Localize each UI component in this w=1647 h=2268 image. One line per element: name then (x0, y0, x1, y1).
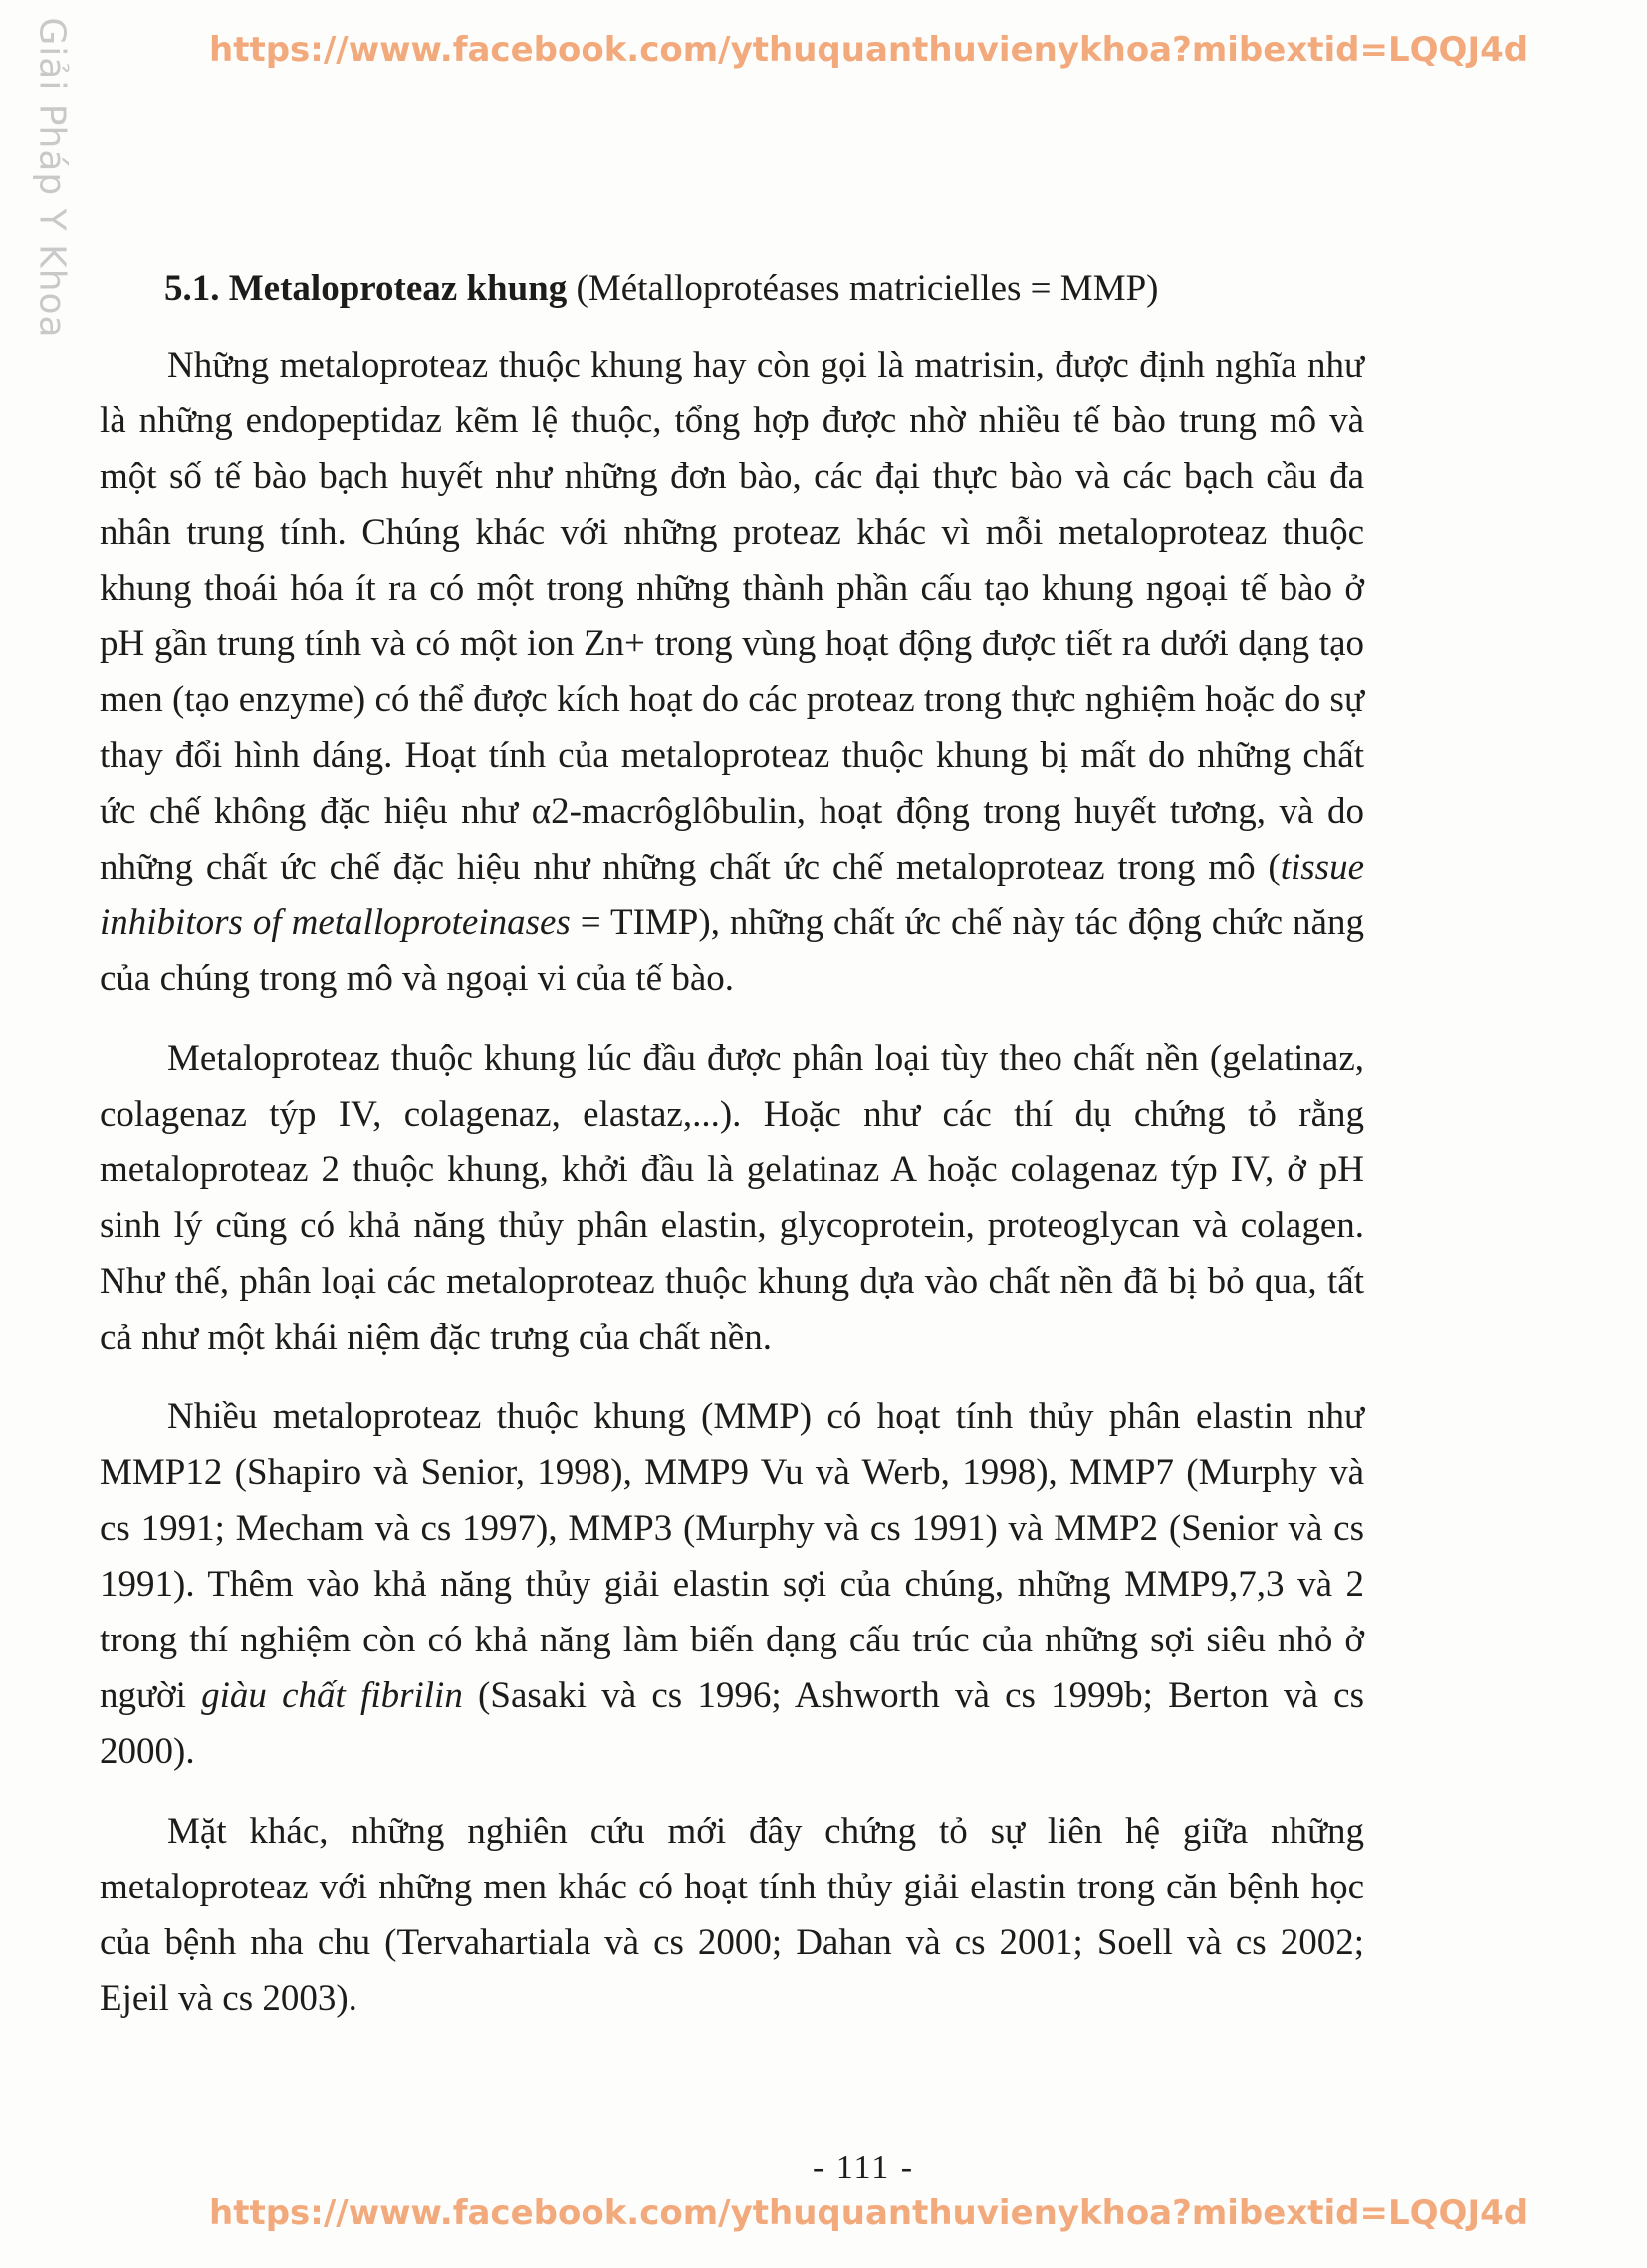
paragraph-1-text-a: Những metaloproteaz thuộc khung hay còn gọi là matrisin, được định nghĩa như là những endopeptidaz kẽm lệ thuộc, tổng hợp được nhờ nhiều tế bào trung mô và một số tế bào bạch huyết như những đơn bào, các đại thực bào và các bạch cầu đa nhân trung tính. Chúng khác với những proteaz khác vì mỗi metaloproteaz thuộc khung thoái hóa ít ra có một trong những thành phần cấu tạo khung ngoại tế bào ở pH gần trung tính và có một ion Zn+ trong vùng hoạt động được tiết ra dưới dạng tạo men (tạo enzyme) có thể được kích hoạt do các proteaz trong thực nghiệm hoặc do sự thay đổi hình dáng. Hoạt tính của metaloproteaz thuộc khung bị mất do những chất ức chế không đặc hiệu như α2-macrôglôbulin, hoạt động trong huyết tương, và do những chất ức chế đặc hiệu như những chất ức chế metaloproteaz trong mô ( (100, 345, 1364, 887)
paragraph-1-italic: tissue inhibitors of metalloproteinases (100, 847, 1364, 943)
paragraph-3-italic: giàu chất fibrilin (201, 1675, 463, 1716)
paragraph-3-text-a: Nhiều metaloproteaz thuộc khung (MMP) có hoạt tính thủy phân elastin như MMP12 (Shapiro và Senior, 1998), MMP9 Vu và Werb, 1998), MMP7 (Murphy và cs 1991; Mecham và cs 1997), MMP3 (Murphy và cs 1991) và MMP2 (Senior và cs 1991). Thêm vào khả năng thủy giải elastin sợi của chúng, những MMP9,7,3 và 2 trong thí nghiệm còn có khả năng làm biến dạng cấu trúc của những sợi siêu nhỏ ở người (100, 1396, 1364, 1716)
paragraph-4: Mặt khác, những nghiên cứu mới đây chứng tỏ sự liên hệ giữa những metaloproteaz với những men khác có hoạt tính thủy giải elastin trong căn bệnh học của bệnh nha chu (Tervahartiala và cs 2000; Dahan và cs 2001; Soell và cs 2002; Ejeil và cs 2003). (100, 1811, 1364, 2019)
paragraph-3-text-b: (Sasaki và cs 1996; Ashworth và cs 1999b; Berton và cs 2000). (100, 1675, 1365, 1772)
paragraph-1-text-b: = TIMP), những chất ức chế này tác động chức năng của chúng trong mô và ngoại vi của tế bào. (100, 902, 1364, 999)
watermark-url-top: https://www.facebook.com/ythuquanthuvienykhoa?mibextid=LQQJ4d (209, 30, 1529, 70)
paragraph-3 (100, 1389, 1364, 1780)
page-number: - 111 - (812, 2149, 915, 2186)
section-heading-bold: 5.1. Metaloproteaz khung (164, 268, 568, 309)
paragraph-2: Metaloproteaz thuộc khung lúc đầu được phân loại tùy theo chất nền (gelatinaz, colagenaz týp IV, colagenaz, elastaz,...). Hoặc như các thí dụ chứng tỏ rằng metaloproteaz 2 thuộc khung, khởi đầu là gelatinaz A hoặc colagenaz týp IV, ở pH sinh lý cũng có khả năng thủy phân elastin, glycoprotein, proteoglycan và colagen. Như thế, phân loại các metaloproteaz thuộc khung dựa vào chất nền đã bị bỏ qua, tất cả như một khái niệm đặc trưng của chất nền. (100, 1038, 1364, 1358)
document-body (100, 267, 1364, 2051)
watermark-url-bottom: https://www.facebook.com/ythuquanthuvienykhoa?mibextid=LQQJ4d (209, 2193, 1529, 2233)
side-watermark (22, 18, 82, 337)
paragraph-1 (100, 338, 1364, 1007)
section-heading (164, 267, 1364, 310)
side-watermark-text: Giải Pháp Y Khoa (31, 16, 73, 339)
section-heading-rest: (Métalloprotéases matricielles = MMP) (567, 268, 1159, 309)
